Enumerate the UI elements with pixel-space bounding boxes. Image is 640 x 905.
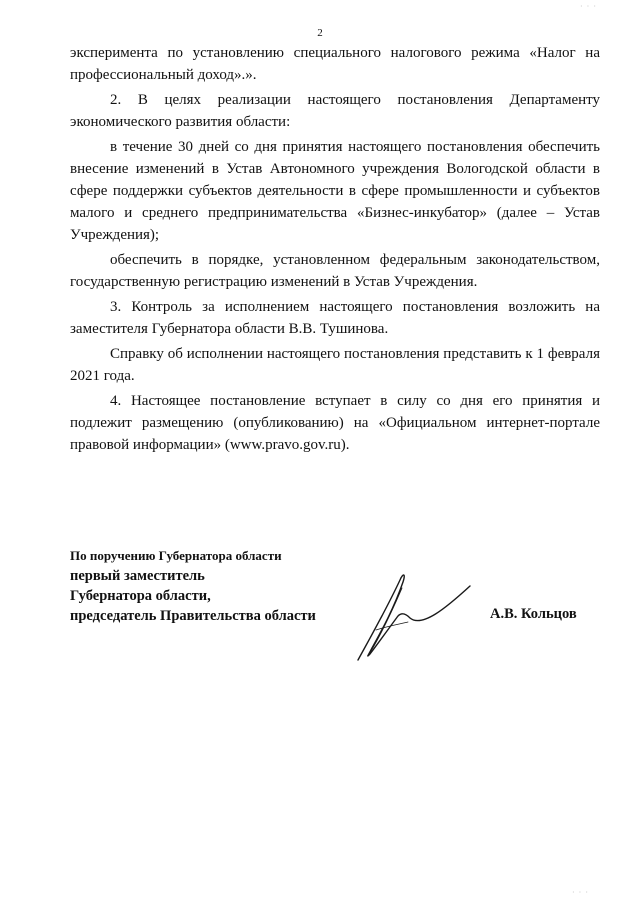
scan-artifact-top: · · · xyxy=(580,2,597,11)
signatory-position-line: председатель Правительства области xyxy=(70,608,316,624)
signatory-name: А.В. Кольцов xyxy=(490,606,577,622)
signatory-position xyxy=(70,566,316,626)
paragraph-continuation: эксперимента по установлению специального налогового режима «Налог на профессиональный доход».». xyxy=(70,45,600,83)
paragraph-item-3-report: Справку об исполнении настоящего постановления представить к 1 февраля 2021 года. xyxy=(70,346,600,384)
signature-instruction: По поручению Губернатора области xyxy=(70,548,282,563)
paragraph-item-2-sub-2: обеспечить в порядке, установленном федеральным законодательством, государственную регистрацию изменений в Устав Учреждения. xyxy=(70,252,600,290)
paragraph-item-4: 4. Настоящее постановление вступает в силу со дня его принятия и подлежит размещению (опубликованию) на «Официальном интернет-портале правовой информации» (www.pravo.gov.ru). xyxy=(70,393,600,453)
paragraph-item-2: 2. В целях реализации настоящего постановления Департаменту экономического развития области: xyxy=(70,92,600,130)
paragraph-item-2-sub-1: в течение 30 дней со дня принятия настоящего постановления обеспечить внесение изменений в Устав Автономного учреждения Вологодской области в сфере поддержки субъектов деятельности в сфере промышленности и субъектов малого и среднего предпринимательства «Бизнес-инкубатор» (далее – Устав Учреждения); xyxy=(70,139,600,243)
signature-block xyxy=(70,548,600,668)
signatory-position-line: Губернатора области, xyxy=(70,588,211,604)
page-number: 2 xyxy=(317,27,323,39)
document-body xyxy=(70,42,600,459)
scan-artifact-bottom: · · · xyxy=(572,888,589,897)
signatory-position-line: первый заместитель xyxy=(70,568,205,584)
paragraph-item-3: 3. Контроль за исполнением настоящего постановления возложить на заместителя Губернатора области В.В. Тушинова. xyxy=(70,299,600,337)
handwritten-signature-icon xyxy=(348,568,478,668)
